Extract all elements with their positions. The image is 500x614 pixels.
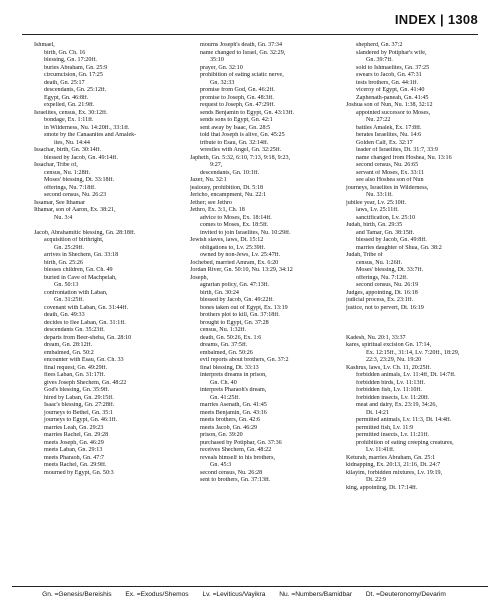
index-entry: circumcision, Gn. 17:25 <box>44 72 103 78</box>
index-entry: smote by the Canaanites and Amalek- <box>44 132 137 138</box>
index-entry: judicial process, Ex. 23:1ff. <box>346 297 414 303</box>
index-entry: Gn. 32:33 <box>210 79 235 86</box>
index-entry: purchased by Potiphar, Gn. 37:36 <box>200 439 282 446</box>
index-entry: descendants, Gn. 25:12ff. <box>44 87 107 93</box>
index-column-3 <box>346 42 494 492</box>
index-entry: Gn. 50:13 <box>54 282 79 288</box>
index-entry: interprets dreams in prison, <box>200 372 267 378</box>
index-entry: meets Benjamin, Gn. 43:16 <box>200 409 267 416</box>
index-entry: meets Jacob, Gn. 46:29 <box>200 424 258 431</box>
index-spacer <box>346 312 494 320</box>
index-entry: arrives in Shechem, Gn. 33:18 <box>44 252 119 258</box>
index-entry: Keturah, marries Abraham, Gn. 25:1 <box>346 454 436 461</box>
index-entry: Gn. 45:3 <box>210 462 232 468</box>
index-entry: Japheth, Gn. 5:32, 6:10, 7:13, 9:18, 9:23, <box>190 154 291 161</box>
abbreviation-numbers: Nu. =Numbers/Bamidbar <box>279 591 353 598</box>
index-entry: Gn. 31:25ff. <box>54 297 84 303</box>
index-entry: 35:10 <box>210 57 224 63</box>
index-entry: Judah, birth, Gn. 29:35 <box>346 222 403 228</box>
index-entry: Jordan River, Gn. 50:10, Nu. 13:29, 34:12 <box>190 267 293 273</box>
index-entry: Dt. 22:9 <box>366 477 386 483</box>
abbreviation-exodus: Ex. =Exodus/Shemos <box>125 591 189 598</box>
index-entry: Moses' blessing, Dt. 33:18ff. <box>44 177 115 183</box>
index-entry: kares, spiritual excision Gn. 17:14, <box>346 342 432 348</box>
index-entry: Gn. 41:25ff. <box>210 394 240 401</box>
index-entry: Gn. 39:7ff. <box>366 57 393 63</box>
index-entry: promise from God, Gn. 46:2ff. <box>200 87 275 93</box>
index-entry: descendants, Gn. 10:1ff. <box>200 169 260 176</box>
index-entry: blessed by Jacob, Gn. 49:8ff. <box>356 237 427 243</box>
index-entry: death, Gn. 50:26, Ex. 1:6 <box>200 334 262 341</box>
index-entry: encounter with Esau, Gn. Ch. 33 <box>44 357 124 363</box>
index-entry: blessing, Gn. 17:20ff. <box>44 57 97 63</box>
index-entry: evil reports about brothers, Gn. 37:2 <box>200 357 289 363</box>
index-entry: comes to Moses, Ex. 18:5ff. <box>200 222 269 228</box>
index-entry: berates Israelites, Nu. 14:6 <box>356 132 422 138</box>
index-entry: Jericho, encampment, Nu. 22:1 <box>190 192 267 198</box>
index-entry: flees Laban, Gn. 31:17ff. <box>44 372 106 378</box>
index-entry: birth, Gn. 25:26 <box>44 259 83 266</box>
index-entry: told that Joseph is alive, Gn. 45:25 <box>200 132 285 138</box>
index-entry: dreams, Gn. 37:5ff. <box>200 342 248 348</box>
index-entry: shepherd, Gn. 37:2 <box>356 42 403 48</box>
index-entry: Jochebed, married Amram, Ex. 6:20 <box>190 259 279 266</box>
index-entry: jealousy, prohibition, Dt. 5:18 <box>190 184 264 191</box>
index-entry: Jethro, Ex. 3:1, Ch. 18 <box>190 207 245 213</box>
index-entry: Jacob, Abrahamitic blessing, Gn. 28:18ff. <box>34 229 136 236</box>
index-entry: mourns Joseph's death, Gn. 37:34 <box>200 42 283 48</box>
index-entry: slandered by Potiphar's wife, <box>356 49 427 56</box>
index-entry: bondage, Ex. 1:11ff. <box>44 117 94 123</box>
index-entry: hired by Laban, Gn. 29:15ff. <box>44 394 114 401</box>
abbreviation-genesis: Gn. =Genesis/Bereishis <box>42 591 112 598</box>
index-entry: kilayim, forbidden mixtures, Lv. 19:19, <box>346 469 443 476</box>
index-entry: laws, Lv. 25:11ff. <box>356 207 399 213</box>
index-entry: embalmed, Gn. 50:26 <box>200 349 253 356</box>
index-entry: birth, Gn. Ch. 16 <box>44 49 86 56</box>
index-entry: Issachar, birth, Gn. 30:14ff. <box>34 147 102 153</box>
index-spacer <box>34 222 182 230</box>
index-entry: Isaac's blessing, Gn. 27:28ff. <box>44 402 115 408</box>
index-entry: sent to brothers, Gn. 37:13ff. <box>200 477 271 483</box>
index-entry: mourned by Egypt, Gn. 50:3 <box>44 469 114 476</box>
index-entry: promise to Joseph, Gn. 48:3ff. <box>200 94 274 101</box>
index-entry: viceroy of Egypt, Gn. 41:40 <box>356 87 425 93</box>
index-entry: census, Nu. 1:26ff. <box>356 259 403 266</box>
index-entry: marries Rachel, Gn. 29:28 <box>44 432 109 438</box>
index-entry: Moses' blessing, Dt. 33:7ff. <box>356 267 424 273</box>
index-spacer <box>346 320 494 328</box>
index-entry: census, Nu. 1:28ff. <box>44 169 91 176</box>
index-entry: birth, Gn. 30:24 <box>200 289 239 296</box>
index-entry: reveals himself to his brothers, <box>200 454 275 461</box>
index-entry: Gn. 25:29ff. <box>54 244 84 251</box>
index-entry: Zaphenath-paneah, Gn. 41:45 <box>356 94 429 101</box>
index-column-2 <box>190 42 338 485</box>
index-entry: Jether; see Jethro <box>190 199 232 206</box>
index-entry: justice, not to pervert, Dt. 16:19 <box>346 304 424 311</box>
index-entry: prayer, Gn. 32:10 <box>200 64 243 71</box>
index-entry: meat and dairy, Ex. 23:19, 34:26, <box>356 402 438 408</box>
index-entry: Dt. 14:21 <box>366 409 390 416</box>
index-entry: forbidden fish, Lv. 11:10ff. <box>356 387 422 393</box>
index-entry: journeys to Bethel, Gn. 35:1 <box>44 409 114 416</box>
index-entry: meets Joseph, Gn. 46:29 <box>44 439 104 446</box>
index-entry: second census, Nu. 26:65 <box>356 162 419 168</box>
index-entry: God's blessing, Gn. 35:9ff. <box>44 387 110 393</box>
index-entry: Ithamar, son of Aaron, Ex. 38:21, <box>34 207 116 213</box>
index-entry: sends Benjamin to Egypt, Gn. 43:13ff. <box>200 109 294 116</box>
index-entry: name changed from Hoshea, Nu. 13:16 <box>356 154 452 161</box>
index-entry: sanctification, Lv. 25:10 <box>356 214 416 221</box>
index-entry: Joseph, <box>190 274 209 281</box>
index-entry: confrontation with Laban, <box>44 289 108 296</box>
index-entry: embalmed, Gn. 50:2 <box>44 349 94 356</box>
index-entry: Jazer, Nu. 32:1 <box>190 177 227 183</box>
index-entry: Joshua son of Nun, Nu. 1:38, 32:12 <box>346 102 433 108</box>
index-content <box>34 42 488 572</box>
index-entry: Israelites, census, Ex. 30:12ff. <box>34 109 108 116</box>
index-entry: brought to Egypt, Gn. 37:28 <box>200 319 269 326</box>
index-entry: second census, Nu. 26:19 <box>356 282 419 288</box>
index-entry: Jewish slaves, laws, Dt. 15:12 <box>190 237 264 243</box>
index-entry: acquisition of birthright, <box>44 237 104 243</box>
index-entry: covenant with Laban, Gn. 31:44ff. <box>44 304 128 311</box>
index-entry: death, Gn. 25:17 <box>44 79 85 86</box>
index-entry: blessed by Jacob, Gn. 49:14ff. <box>44 154 118 161</box>
index-entry: departs from Beer-sheba, Gn. 28:10 <box>44 334 132 341</box>
abbreviation-legend <box>12 586 488 598</box>
index-entry: second census, Nu. 26:23 <box>44 192 107 198</box>
index-entry: blesses children, Gn. Ch. 49 <box>44 267 113 273</box>
index-entry: Nu. 27:22 <box>366 117 391 123</box>
index-entry: bones taken out of Egypt, Ex. 13:19 <box>200 304 288 311</box>
index-entry: appointed successor to Moses, <box>356 109 431 116</box>
index-entry: marries Leah, Gn. 29:23 <box>44 424 104 431</box>
index-entry: king, appointing, Dt. 17:14ff. <box>346 484 418 491</box>
index-entry: Ishmael, <box>34 42 55 48</box>
index-entry: Issachar, Tribe of, <box>34 162 78 168</box>
index-entry: journeys, Israelites in Wilderness, <box>346 184 429 191</box>
index-entry: sold to Ishmaelites, Gn. 37:25 <box>356 64 430 71</box>
index-entry: census, Nu. 1:32ff. <box>200 327 247 333</box>
index-entry: forbidden animals, Lv. 11:4ff, Dt. 14:7ff. <box>356 372 456 378</box>
index-entry: sends sons to Egypt, Gn. 42:1 <box>200 117 273 123</box>
index-entry: marries Asenath, Gn. 41:45 <box>200 402 267 408</box>
index-entry: kidnapping, Ex. 20:13, 21:16, Dt. 24:7 <box>346 462 441 468</box>
index-entry: marries daughter of Shua, Gn. 38:2 <box>356 244 442 251</box>
index-entry: battles Amalek, Ex. 17:8ff. <box>356 124 422 131</box>
index-entry: 9:27, <box>210 162 223 168</box>
index-entry: Lv. 11:41ff. <box>366 447 395 453</box>
index-entry: Gn. Ch. 40 <box>210 379 237 386</box>
index-entry: Judah, Tribe of <box>346 252 383 258</box>
index-entry: expelled, Gn. 21:9ff. <box>44 102 95 108</box>
index-entry: prison, Gn. 39:20 <box>200 432 243 438</box>
abbreviation-deuteronomy: Dt. =Deuteronomy/Devarim <box>365 591 446 598</box>
page-header <box>22 4 478 35</box>
index-entry: see also Hoshea son of Nun <box>356 177 424 183</box>
index-entry: Egypt, Gn. 46:8ff. <box>44 94 89 101</box>
index-entry: blessed by Jacob, Gn. 49:22ff. <box>200 297 274 303</box>
index-entry: final blessing, Dt. 33:13 <box>200 364 259 371</box>
index-entry: tribute to Esau, Gn. 32:14ff. <box>200 139 269 146</box>
index-entry: second census, Nu. 26:28 <box>200 469 263 476</box>
index-entry: agrarian policy, Gn. 47:13ff. <box>200 282 270 288</box>
index-entry: servant of Moses, Ex. 33:11 <box>356 169 425 176</box>
index-entry: Nu. 33:1ff. <box>366 192 393 198</box>
index-entry: receives Shechem, Gn. 48:22 <box>200 447 272 453</box>
index-entry: Issamar, See Ithamar <box>34 199 86 206</box>
index-entry: buried in Cave of Machpelah, <box>44 274 117 281</box>
index-entry: Golden Calf, Ex. 32:17 <box>356 139 413 146</box>
index-entry: Judges, appointing, Dt. 16:18 <box>346 289 418 296</box>
index-entry: invited to join Israelites, Nu. 10:29ff. <box>200 229 291 236</box>
index-entry: meets Pharaoh, Gn. 47:7 <box>44 454 105 461</box>
index-entry: tests brothers, Gn. 44:1ff. <box>356 79 419 86</box>
index-entry: obligations to, Lv. 25:39ff. <box>200 244 266 251</box>
index-entry: offerings, Nu. 7:12ff. <box>356 274 408 281</box>
index-entry: and Tamar, Gn. 38:15ff. <box>356 229 415 236</box>
index-entry: meets Laban, Gn. 29:13 <box>44 447 103 453</box>
abbreviation-leviticus: Lv. =Leviticus/Vayikra <box>202 591 266 598</box>
index-entry: leader of Israelites, Dt. 31:7, 33:9 <box>356 147 438 153</box>
index-entry: final request, Gn. 49:29ff. <box>44 364 108 371</box>
index-entry: prohibition of eating creeping creatures, <box>356 439 454 446</box>
index-entry: name changed to Israel, Gn. 32:29, <box>200 49 286 56</box>
index-entry: ites, Nu. 14:44 <box>54 139 90 146</box>
index-entry: in Wilderness, Nu. 14:20ff., 33:1ff. <box>44 124 130 131</box>
index-entry: permitted animals, Lv. 11:3, Dt. 14:4ff. <box>356 417 452 423</box>
index-entry: permitted fish, Lv. 11:9 <box>356 424 414 431</box>
page-title: INDEX | 1308 <box>394 12 478 27</box>
index-entry: sent away by Isaac, Gn. 28:5 <box>200 124 271 131</box>
index-entry: owned by non-Jews, Lv. 25:47ff. <box>200 252 281 258</box>
index-entry: request to Joseph, Gn. 47:29ff. <box>200 102 275 108</box>
index-entry: swears to Jacob, Gn. 47:31 <box>356 72 422 78</box>
index-entry: permitted insects, Lv. 11:21ff. <box>356 432 430 438</box>
index-entry: prohibition of eating sciatic nerve, <box>200 72 284 78</box>
index-entry: offerings, Nu. 7:18ff. <box>44 184 96 191</box>
index-entry: interprets Pharaoh's dream, <box>200 387 267 393</box>
index-entry: 22:3, 23:29, Nu. 19:20 <box>366 357 422 363</box>
index-entry: forbidden insects, Lv. 11:20ff. <box>356 394 430 401</box>
index-entry: dream, Gn. 28:12ff. <box>44 342 93 348</box>
index-entry: gives Joseph Shechem, Gn. 48:22 <box>44 379 127 386</box>
index-entry: buries Abraham, Gn. 25:9 <box>44 64 108 71</box>
index-entry: decides to flee Laban, Gn. 31:1ff. <box>44 319 126 326</box>
index-column-1 <box>34 42 182 477</box>
index-entry: Ex. 12:15ff., 31:14, Lv. 7:20ff., 18:29, <box>366 349 460 356</box>
index-entry: meets Rachel, Gn. 29:9ff. <box>44 462 107 468</box>
index-entry: descendants Gn. 35:23ff. <box>44 327 105 333</box>
index-entry: death, Gn. 49:33 <box>44 312 85 318</box>
index-entry: wrestles with Angel, Gn. 32:25ff. <box>200 147 282 153</box>
index-entry: Kashrus, laws, Lv. Ch. 11, 20:25ff. <box>346 364 432 371</box>
index-entry: Nu. 3:4 <box>54 214 73 221</box>
index-entry: forbidden birds, Lv. 11:13ff. <box>356 379 425 386</box>
index-entry: brothers plot to kill, Gn. 37:18ff. <box>200 312 280 318</box>
index-entry: advice to Moses, Ex. 18:14ff. <box>200 214 272 221</box>
index-entry: Kadesh, Nu. 20:1, 33:37 <box>346 334 406 341</box>
index-entry: meets brothers, Gn. 42:6 <box>200 417 261 423</box>
index-entry: jubilee year, Lv. 25:10ff. <box>346 199 407 206</box>
index-entry: journeys to Egypt, Gn. 46:1ff. <box>44 417 118 423</box>
index-spacer <box>346 327 494 335</box>
